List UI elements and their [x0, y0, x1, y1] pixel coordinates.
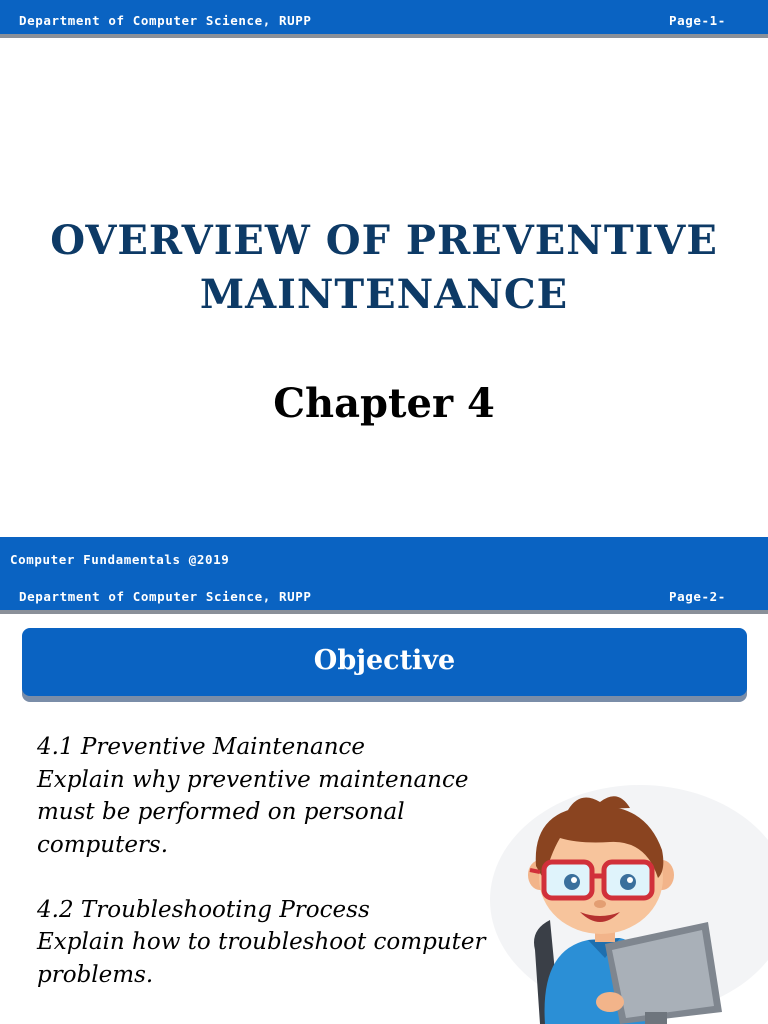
- slide1-header-bar: [0, 0, 768, 38]
- objective-1-line: must be performed on personal: [37, 799, 405, 825]
- slide2-header-bar: [0, 576, 768, 614]
- nose: [594, 900, 606, 908]
- objective-1-line: Explain why preventive maintenance: [37, 766, 469, 793]
- right-eye-shine: [627, 877, 633, 883]
- slide2-page-number: Page-2-: [669, 589, 726, 604]
- objective-title: Objective: [313, 645, 456, 676]
- slide1-department-label: Department of Computer Science, RUPP: [19, 13, 312, 28]
- slide1-footer-bar: [0, 537, 768, 577]
- slide1-title-line1: OVERVIEW OF PREVENTIVE: [50, 217, 718, 264]
- slide1-title: [0, 214, 768, 322]
- boy-at-computer-illustration: [440, 780, 768, 1024]
- slide1-title-line2: MAINTENANCE: [199, 271, 569, 318]
- glasses-arm: [530, 870, 540, 872]
- objective-banner: [22, 628, 747, 696]
- slide1-footer-text: Computer Fundamentals @2019: [10, 552, 230, 567]
- hand: [596, 992, 624, 1012]
- objective-2-line: Explain how to troubleshoot computer: [37, 929, 486, 955]
- objective-1-line: computers.: [37, 831, 169, 858]
- objective-2-heading: 4.2 Troubleshooting Process: [37, 896, 370, 923]
- slide2-department-label: Department of Computer Science, RUPP: [19, 589, 312, 604]
- slide1-page-number: Page-1-: [669, 13, 726, 28]
- left-eye-shine: [571, 877, 577, 883]
- objective-1-heading: 4.1 Preventive Maintenance: [37, 734, 366, 760]
- slide1-chapter-label: Chapter 4: [273, 380, 495, 427]
- objective-2-line: problems.: [37, 961, 154, 988]
